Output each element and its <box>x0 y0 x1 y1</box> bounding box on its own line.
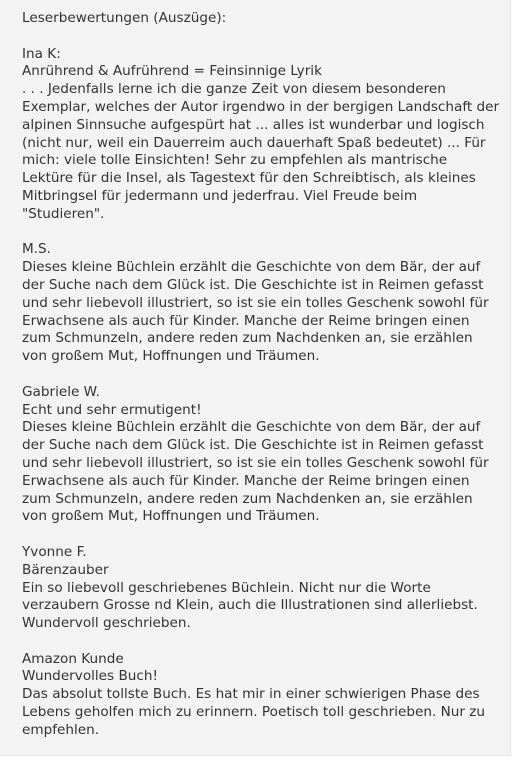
review-title: Echt und sehr ermutigent! <box>22 401 202 418</box>
review-title: Anrührend & Aufrührend = Feinsinnige Lyrik <box>22 63 322 80</box>
review-title: Wundervolles Buch! <box>22 668 158 685</box>
review-gabriele <box>22 384 500 526</box>
review-text: . . . Jedenfalls lerne ich die ganze Zeit von diesem besonderen Exemplar, welches der Autor irgendwo in der bergigen Landschaft der alpinen Sinnsuche aufgespürt hat ... alles ist wunderbar und logisch (nicht nur, weil ein Dauerreim auch dauerhaft Spaß bedeutet) ... Für mich: viele tolle Einsichten! Sehr zu empfehlen als mantrische Lektüre für die Insel, als Tagestext für den Schreibtisch, als kleines Mitbringsel für jedermann und jederfrau. Viel Freude beim "Studieren". <box>22 81 500 222</box>
review-text: Dieses kleine Büchlein erzählt die Geschichte von dem Bär, der auf der Suche nach dem Glück ist. Die Geschichte ist in Reimen gefasst und sehr liebevoll illustriert, so ist sie ein tolles Geschenk sowohl für Erwachsene als auch für Kinder. Manche der Reime bringen einen zum Schmunzeln, andere reden zum Nachdenken an, sie erzählen von großem Mut, Hoffnungen und Träumen. <box>22 259 489 365</box>
review-text: Das absolut tollste Buch. Es hat mir in einer schwierigen Phase des Lebens geholfen mich zu erinnern. Poetisch toll geschrieben. Nur zu empfehlen. <box>22 686 486 738</box>
spacer <box>22 28 500 46</box>
spacer <box>22 366 500 384</box>
review-text: Dieses kleine Büchlein erzählt die Geschichte von dem Bär, der auf der Suche nach dem Glück ist. Die Geschichte ist in Reimen gefasst und sehr liebevoll illustriert, so ist sie ein tolles Geschenk sowohl für Erwachsene als auch für Kinder. Manche der Reime bringen einen zum Schmunzeln, andere reden zum Nachdenken an, sie erzählen von großem Mut, Hoffnungen und Träumen. <box>22 419 489 525</box>
review-author: Gabriele W. <box>22 383 100 400</box>
reviews-content <box>22 10 500 740</box>
review-title: Bärenzauber <box>22 561 109 578</box>
review-text: Ein so liebevoll geschriebenes Büchlein. Nicht nur die Worte verzaubern Grosse nd Klein, auch die Illustrationen sind allerliebst. Wundervoll geschrieben. <box>22 579 478 632</box>
reviews-heading: Leserbewertungen (Auszüge): <box>22 10 227 26</box>
spacer <box>22 224 500 242</box>
review-author: Ina K: <box>22 45 61 62</box>
review-author: M.S. <box>22 241 51 258</box>
review-author: Amazon Kunde <box>22 650 124 667</box>
review-ms <box>22 241 500 366</box>
review-amazon <box>22 651 500 740</box>
spacer <box>22 633 500 651</box>
review-ina <box>22 46 500 224</box>
review-yvonne <box>22 544 500 633</box>
spacer <box>22 526 500 544</box>
review-author: Yvonne F. <box>22 543 87 560</box>
